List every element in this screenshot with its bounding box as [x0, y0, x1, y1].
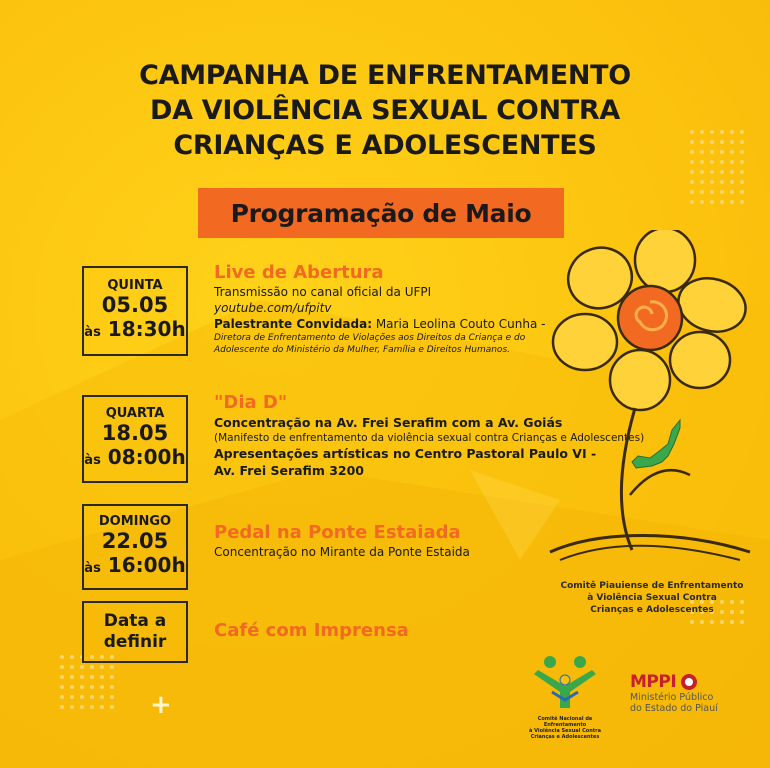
flower-illustration — [540, 230, 760, 580]
event-line: Transmissão no canal oficial da UFPI — [214, 285, 432, 299]
dot-pattern-bottom-left — [60, 655, 120, 715]
people-figures-icon — [530, 652, 600, 712]
event-title: Live de Abertura — [214, 262, 384, 283]
event-title: Café com Imprensa — [214, 620, 409, 641]
mppi-brand: MPPI — [630, 672, 677, 692]
comite-line-3: Crianças e Adolescentes — [590, 605, 714, 615]
logo-cn-line-3: Crianças e Adolescentes — [530, 734, 600, 740]
event-day: QUARTA — [105, 405, 165, 421]
seal-icon — [680, 673, 698, 691]
event-day: QUINTA — [107, 277, 163, 293]
campaign-title — [80, 58, 690, 163]
event-date: 22.05 — [101, 528, 169, 553]
event-time — [84, 445, 186, 473]
time-value: 16:00h — [107, 552, 186, 577]
title-line-2: DA VIOLÊNCIA SEXUAL CONTRA — [150, 95, 620, 126]
plus-decoration-icon: + — [150, 690, 172, 720]
time-value: 18:30h — [107, 316, 186, 341]
date-box-event-1 — [82, 266, 188, 356]
event-line: Apresentações artísticas no Centro Pastoral Paulo VI - — [214, 446, 597, 461]
logo-cn-line-1: Comitê Nacional de Enfrentamento — [537, 716, 593, 728]
event-note: (Manifesto de enfrentamento da violência sexual contra Crianças e Adolescentes) — [214, 432, 645, 444]
program-banner: Programação de Maio — [198, 188, 564, 238]
speaker-label: Palestrante Convidada: — [214, 317, 373, 331]
event-tbd: definir — [103, 632, 167, 652]
event-line: Av. Frei Serafim 3200 — [214, 463, 364, 478]
time-prefix: às — [84, 560, 101, 576]
event-4-details — [214, 620, 409, 642]
event-tbd: Data a — [103, 611, 167, 631]
event-date: 18.05 — [101, 420, 169, 445]
logo-cn-line-2: à Violência Sexual Contra — [528, 728, 601, 734]
comite-nacional-logo — [520, 652, 610, 740]
mppi-sub-1: Ministério Público — [630, 692, 714, 703]
comite-line-2: à Violência Sexual Contra — [587, 593, 717, 603]
comite-piauiense-caption — [560, 580, 744, 616]
event-day: DOMINGO — [98, 513, 172, 529]
title-line-3: CRIANÇAS E ADOLESCENTES — [173, 130, 597, 161]
event-time — [84, 553, 186, 581]
event-1-details — [214, 262, 546, 356]
event-title: Pedal na Ponte Estaiada — [214, 522, 461, 543]
event-time — [84, 317, 186, 345]
event-title: "Dia D" — [214, 392, 288, 413]
comite-line-1: Comitê Piauiense de Enfrentamento — [560, 581, 744, 591]
mppi-logo — [630, 672, 750, 714]
event-line: Concentração no Mirante da Ponte Estaida — [214, 545, 470, 559]
dot-pattern-top-right — [690, 130, 750, 210]
time-prefix: às — [84, 452, 101, 468]
time-value: 08:00h — [107, 444, 186, 469]
speaker-description-2: Adolescente do Ministério da Mulher, Família e Direitos Humanos. — [214, 345, 510, 355]
event-link[interactable]: youtube.com/ufpitv — [214, 301, 332, 315]
title-line-1: CAMPANHA DE ENFRENTAMENTO — [139, 60, 631, 91]
event-date: 05.05 — [101, 292, 169, 317]
speaker-description-1: Diretora de Enfrentamento de Violações aos Direitos da Criança e do — [214, 333, 526, 343]
date-box-event-3 — [82, 504, 188, 590]
speaker-name: Maria Leolina Couto Cunha - — [372, 317, 546, 331]
date-box-event-2 — [82, 395, 188, 483]
date-box-event-4 — [82, 601, 188, 663]
event-speaker — [214, 316, 546, 332]
time-prefix: às — [84, 324, 101, 340]
mppi-sub-2: do Estado do Piauí — [630, 703, 718, 714]
event-3-details — [214, 522, 470, 560]
event-line: Concentração na Av. Frei Serafim com a Av. Goiás — [214, 415, 563, 430]
